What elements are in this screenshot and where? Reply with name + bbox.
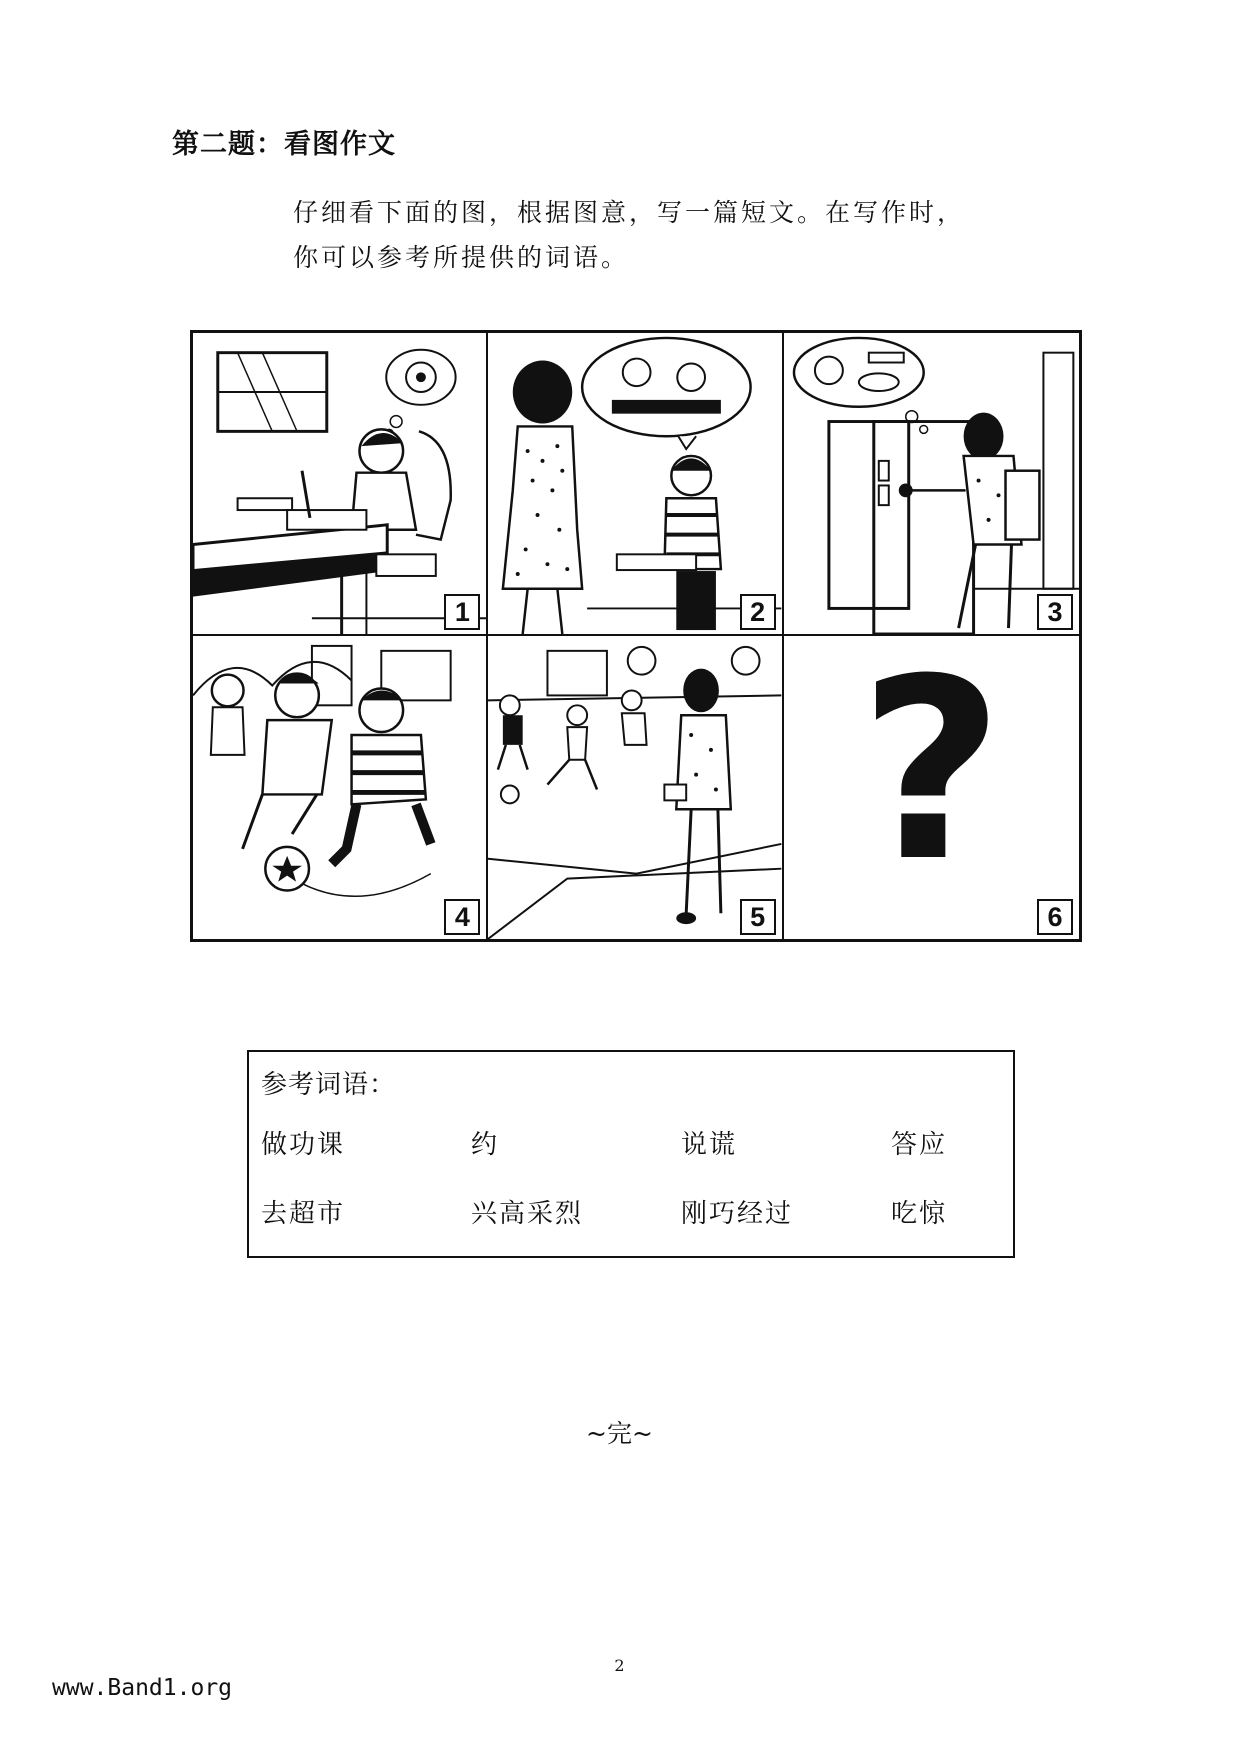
panel-5-illustration	[488, 636, 781, 939]
vocab-word: 刚巧经过	[681, 1199, 794, 1229]
page-number: 2	[614, 1656, 625, 1675]
panel-number: 2	[740, 594, 776, 630]
panel-4	[193, 636, 488, 939]
panel-number: 4	[444, 899, 480, 935]
panel-number: 6	[1037, 899, 1073, 935]
panel-4-illustration	[193, 636, 486, 939]
instructions	[293, 190, 1103, 280]
vocabulary-list	[261, 1124, 1001, 1230]
panel-1-illustration	[193, 333, 486, 634]
panel-1	[193, 333, 488, 636]
panel-6	[784, 636, 1079, 939]
vocabulary-title: 参考词语：	[261, 1070, 397, 1100]
instruction-line-1: 仔细看下面的图，根据图意，写一篇短文。在写作时，	[293, 198, 966, 227]
vocabulary-box	[247, 1050, 1015, 1258]
vocab-word: 说谎	[681, 1130, 738, 1160]
panel-2-illustration	[488, 333, 781, 634]
vocab-word: 答应	[891, 1130, 948, 1160]
question-mark-icon: ?	[858, 636, 1004, 916]
vocab-word: 去超市	[261, 1199, 346, 1229]
vocab-word: 兴高采烈	[471, 1199, 584, 1229]
panel-number: 1	[444, 594, 480, 630]
panel-number: 3	[1037, 594, 1073, 630]
vocab-word: 吃惊	[891, 1199, 948, 1229]
site-watermark: www.Band1.org	[52, 1675, 233, 1701]
panel-2	[488, 333, 783, 636]
panel-5	[488, 636, 783, 939]
vocab-word: 做功课	[261, 1130, 346, 1160]
picture-grid	[190, 330, 1082, 942]
panel-3-illustration	[784, 333, 1079, 634]
end-mark: ~完~	[586, 1419, 653, 1448]
panel-3	[784, 333, 1079, 636]
section-heading: 第二题：看图作文	[172, 129, 396, 160]
panel-number: 5	[740, 899, 776, 935]
instruction-line-2: 你可以参考所提供的词语。	[293, 243, 630, 272]
vocab-word: 约	[471, 1130, 500, 1160]
